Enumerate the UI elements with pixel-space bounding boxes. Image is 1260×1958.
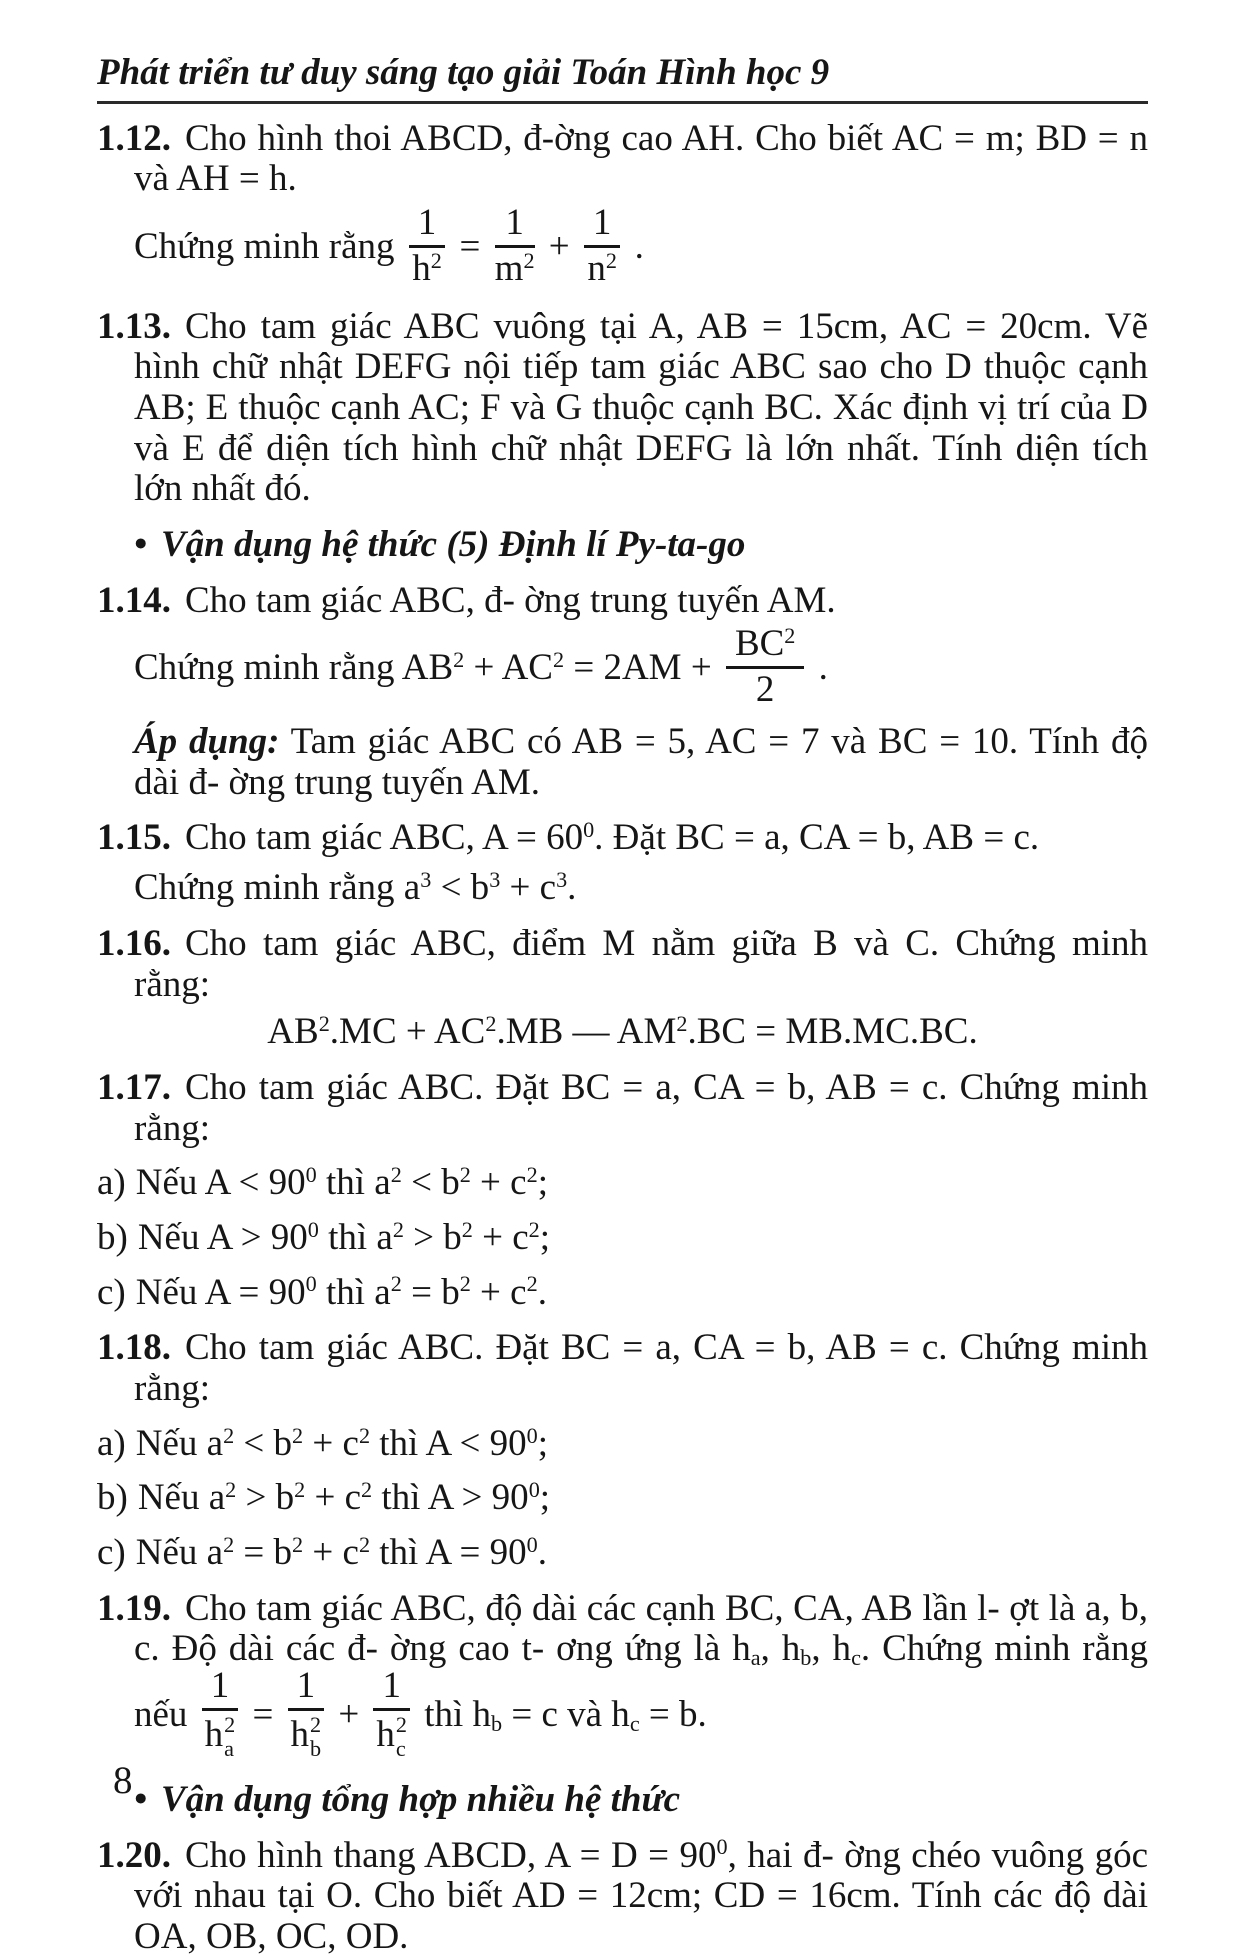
problem-1-12: 1.12. Cho hình thoi ABCD, đ-ờng cao AH. Cho biết AC = m; BD = n và AH = h. [97,117,1148,200]
fraction: 1 h 2 c [373,1667,410,1762]
exercise-list [97,119,1148,1958]
item-label: a) [97,1422,126,1464]
problem-1-13: 1.13. Cho tam giác ABC vuông tại A, AB = 15cm, AC = 20cm. Vẽ hình chữ nhật DEFG nội tiếp tam giác ABC sao cho D thuộc cạnh AB; E thuộc cạnh AC; F và G thuộc cạnh BC. Xác định vị trí của D và E để diện tích hình chữ nhật DEFG là lớn nhất. Tính diện tích lớn nhất đó. [97,305,1148,510]
item-1-18-b: b) Nếu $a^2 > b^2 + c^2$ thì $A > 90^0$; [97,1477,551,1519]
page-header [97,52,1148,104]
item-1-17-b: b) Nếu $A > 90^0$ thì $a^2 > b^2 + c^2$; [97,1216,551,1258]
problem-1-18: 1.18. Cho tam giác ABC. Đặt BC = a, CA = b, AB = c. Chứng minh rằng: [97,1327,1148,1410]
item-label: 1.20. [97,1834,171,1876]
item-label: 1.14. [97,579,171,621]
problem-1-16: 1.16. Cho tam giác ABC, điểm M nằm giữa B và C. Chứng minh rằng: [97,922,1148,1005]
item-1-18-a: a) Nếu $a^2 < b^2 + c^2$ thì $A < 90^0$; [97,1422,548,1464]
problem-1-15: 1.15. Cho tam giác ABC, $A = 60^0$. Đặt BC = a, CA = b, AB = c. [97,817,1040,859]
item-label: a) [97,1162,126,1204]
bullet-icon: • [134,1778,147,1820]
header-rule [97,101,1148,104]
item-label: c) [97,1271,126,1313]
problem-1-17: 1.17. Cho tam giác ABC. Đặt BC = a, CA = b, AB = c. Chứng minh rằng: [97,1066,1148,1149]
fraction: $\frac{BC^2}{2}$ [726,625,804,710]
problem-1-20: 1.20. Cho hình thang ABCD, $A = D = 90^0$, hai đ- ờng chéo vuông góc với nhau tại O. Cho biết AD = 12cm; CD = 16cm. Tính các độ dài OA, OB, OC, OD. [97,1834,1148,1957]
item-label: 1.12. [97,117,171,159]
item-label: 1.17. [97,1066,171,1108]
formula-1-12: Chứng minh rằng $\frac{1}{h^2}$ = $\frac{1}{m^2}$ + $\frac{1}{n^2}$ . [134,201,644,289]
formula-1-14: Chứng minh rằng $AB^2 + AC^2 = 2AM$ + $\frac{BC^2}{2}$ . [134,623,828,711]
item-label: b) [97,1216,128,1258]
formula-1-16: $AB^2.MC + AC^2.MB$ — $AM^2.BC = MB.MC.BC$. [267,1011,978,1053]
item-1-18-c: c) Nếu $a^2 = b^2 + c^2$ thì $A = 90^0$. [97,1531,547,1574]
item-1-17-c: c) Nếu $A = 90^0$ thì $a^2 = b^2 + c^2$. [97,1271,547,1313]
item-label: b) [97,1477,128,1519]
fraction: $\frac{1}{h^2}$ [409,204,446,289]
item-label: 1.13. [97,305,171,347]
item-label: c) [97,1532,126,1574]
section-bullet-tonghop: • Vận dụng tổng hợp nhiều hệ thức [134,1778,681,1820]
section-bullet-pytago: • Vận dụng hệ thức (5) Định lí Py-ta-go [134,524,746,566]
problem-1-14: 1.14. Cho tam giác ABC, đ- ờng trung tuyến AM. [97,579,836,621]
bullet-icon: • [134,524,147,566]
item-label: 1.16. [97,922,171,964]
statement-1-15: Chứng minh rằng $a^3 < b^3 + c^3$. [134,866,577,909]
running-header-title: Phát triển tư duy sáng tạo giải Toán Hình học 9 [97,52,830,93]
fraction: $\frac{1}{m^2}$ [494,201,535,289]
item-1-17-a: a) Nếu $A < 90^0$ thì $a^2 < b^2 + c^2$; [97,1162,548,1204]
problem-1-19: 1.19. Cho tam giác ABC, độ dài các cạnh BC, CA, AB lần l- ợt là a, b, c. Độ dài các đ- ờng cao t- ơng ứng là $h_a$, $h_b$, $h_c$. Chứng minh rằng nếu 1 h 2 a = 1 h 2 b + 1 h 2 c thì $h_b = c$ và $h_c = b$. [97,1587,1148,1762]
fraction: 1 h 2 a [202,1667,239,1762]
page-number: 8 [113,1759,133,1802]
item-label: 1.18. [97,1327,171,1369]
application-1-14: Áp dụng: Tam giác ABC có AB = 5, AC = 7 và BC = 10. Tính độ dài đ- ờng trung tuyến AM. [134,721,1148,803]
item-label: 1.19. [97,1587,171,1629]
fraction: 1 h 2 b [288,1667,325,1762]
fraction: $\frac{1}{n^2}$ [584,204,621,289]
item-label: 1.15. [97,817,171,859]
